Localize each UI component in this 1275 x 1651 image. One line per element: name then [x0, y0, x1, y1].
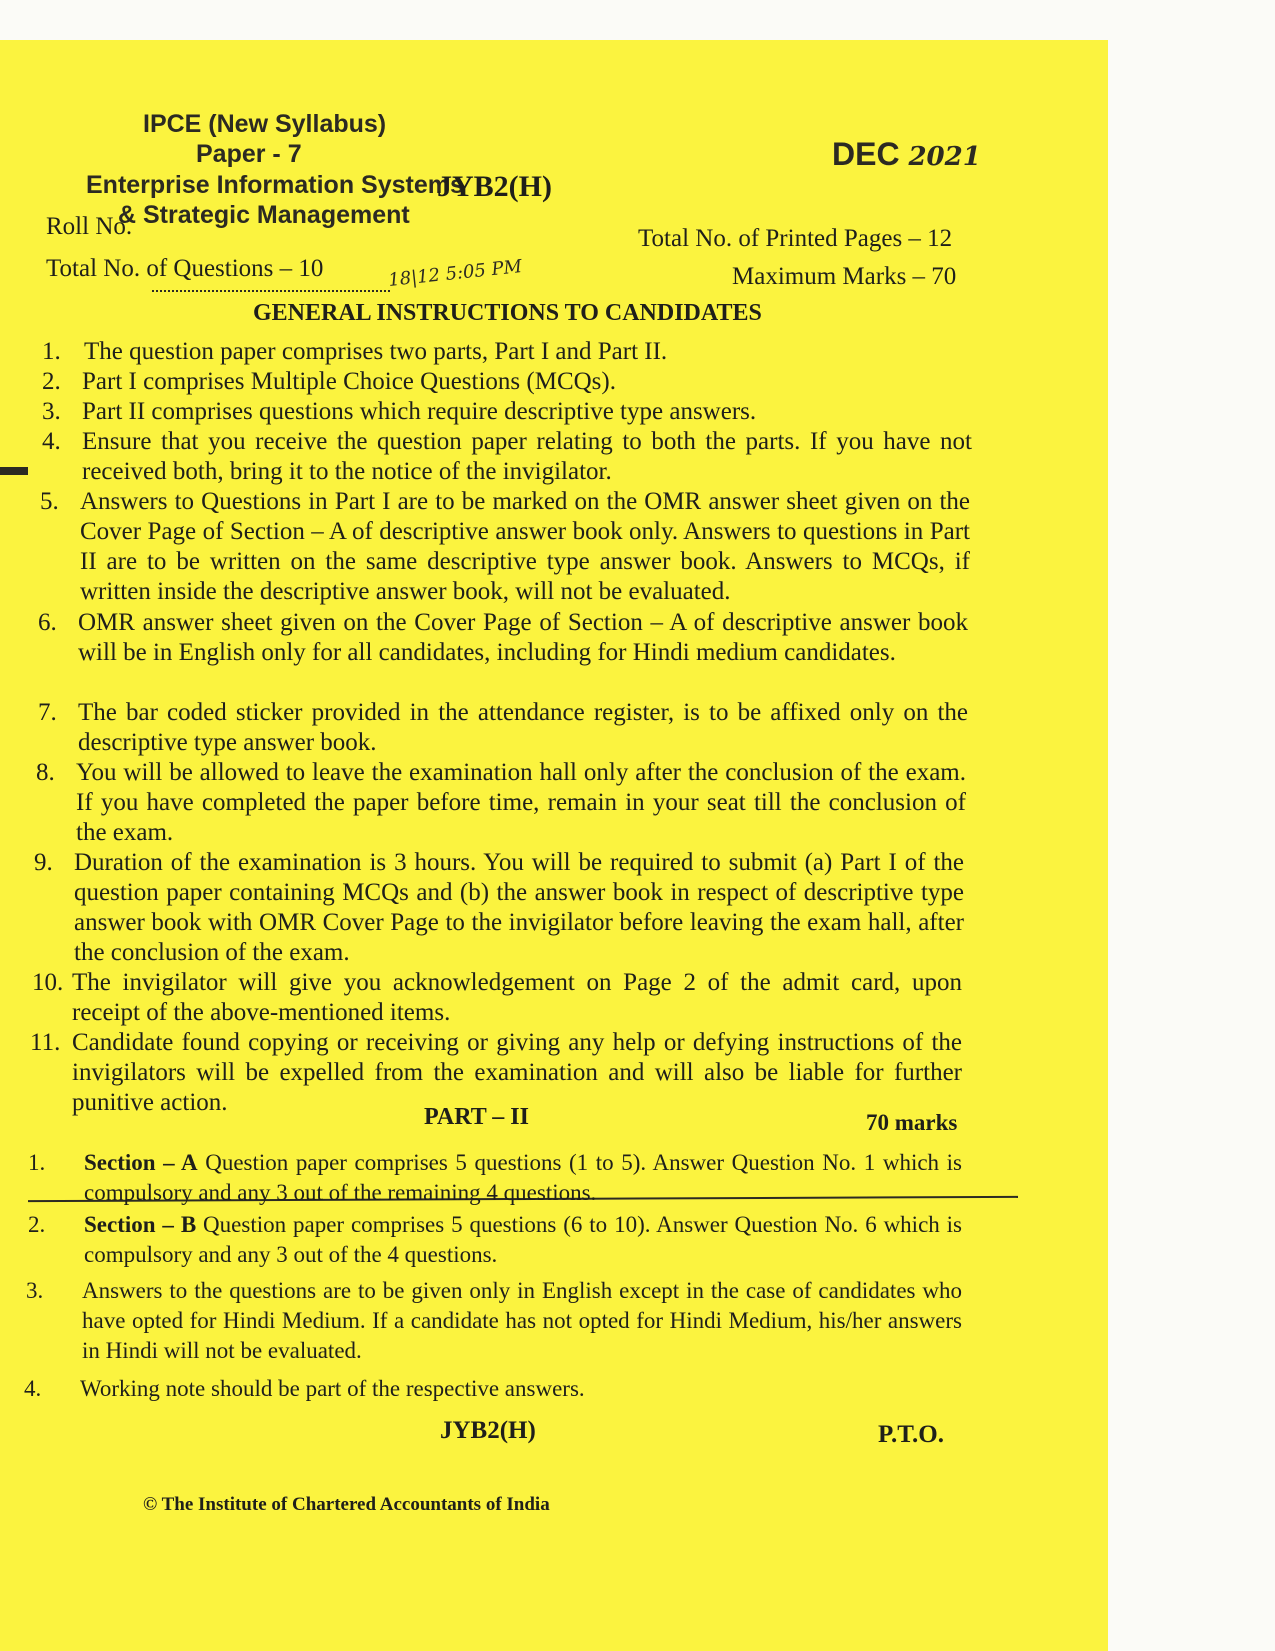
list-item: [28, 1210, 962, 1270]
item-number: 9.: [34, 849, 53, 876]
item-number: 8.: [36, 759, 55, 786]
item-number: 10.: [32, 969, 64, 996]
item-number: 7.: [38, 699, 57, 726]
item-body: Question paper comprises 5 questions (6 to 10). Answer Question No. 6 which is compulsory and any 3 out of the 4 questions.: [84, 1212, 963, 1267]
item-body: Question paper comprises 5 questions (1 to 5). Answer Question No. 1 which is compulsory and any 3 out of the remaining 4 questions.: [84, 1150, 963, 1205]
list-item: [26, 1276, 962, 1366]
list-item: [36, 758, 968, 848]
item-text: You will be allowed to leave the examination hall only after the conclusion of the exam. If you have completed the paper before time, remain in your seat till the conclusion of the exam.: [76, 759, 966, 846]
printed-pages: Total No. of Printed Pages – 12: [638, 225, 953, 252]
item-number: 1.: [28, 1150, 46, 1175]
item-text: Ensure that you receive the question paper relating to both the parts. If you have not received both, bring it to the notice of the invigilator.: [82, 428, 972, 485]
margin-mark: [0, 467, 28, 475]
item-text: Duration of the examination is 3 hours. You will be required to submit (a) Part I of the question paper containing MCQs and (b) the answer book in respect of descriptive type answer book with OMR Cover Page to the invigilator before leaving the exam hall, after the conclusion of the exam.: [74, 849, 964, 966]
list-item: [42, 427, 972, 487]
item-text: Answers to the questions are to be given only in English except in the case of candidates who have opted for Hindi Medium. If a candidate has not opted for Hindi Medium, his/her answers in Hindi will not be evaluated.: [82, 1278, 962, 1363]
item-text: The question paper comprises two parts, Part I and Part II.: [84, 338, 668, 365]
part-two-marks: 70 marks: [866, 1110, 958, 1135]
maximum-marks: Maximum Marks – 70: [732, 263, 957, 290]
item-text: The bar coded sticker provided in the attendance register, is to be affixed only on the descriptive type answer book.: [78, 699, 968, 756]
paper-code: JYB2(H): [437, 170, 552, 203]
general-instructions-title: GENERAL INSTRUCTIONS TO CANDIDATES: [253, 300, 762, 326]
item-number: 6.: [38, 609, 57, 636]
footer-paper-code: JYB2(H): [440, 1417, 536, 1444]
item-text: Part II comprises questions which require descriptive type answers.: [82, 398, 757, 425]
item-text: OMR answer sheet given on the Cover Page of Section – A of descriptive answer book will be in English only for all candidates, including for Hindi medium candidates.: [78, 609, 968, 666]
session-month: DEC: [832, 136, 900, 172]
item-number: 11.: [30, 1029, 61, 1056]
list-item: [38, 608, 970, 698]
section-label: Section – A: [84, 1150, 198, 1175]
list-item: [32, 968, 966, 1028]
section-label: Section – B: [84, 1212, 197, 1237]
item-text: Working note should be part of the respective answers.: [80, 1376, 585, 1401]
item-text: Part I comprises Multiple Choice Questions (MCQs).: [82, 368, 616, 395]
syllabus-stamp-line4: & Strategic Management: [118, 201, 410, 229]
list-item: [28, 1148, 962, 1208]
item-number: 2.: [42, 368, 61, 395]
item-number: 4.: [24, 1376, 42, 1401]
list-item: [40, 487, 972, 607]
pto-label: P.T.O.: [878, 1421, 944, 1448]
item-text: Candidate found copying or receiving or giving any help or defying instructions of the invigilators will be expelled from the examination and will also be liable for further punitive action.: [72, 1029, 962, 1116]
roll-no-label: Roll No.: [46, 213, 133, 240]
syllabus-stamp-line3: Enterprise Information Systems: [86, 171, 464, 199]
roll-no-field: [152, 290, 390, 292]
item-number: 1.: [42, 338, 61, 365]
item-text: [84, 1148, 962, 1208]
total-questions: Total No. of Questions – 10: [46, 255, 324, 282]
item-number: 3.: [26, 1278, 44, 1303]
item-number: 2.: [28, 1212, 46, 1237]
item-number: 5.: [40, 488, 59, 515]
copyright-notice: © The Institute of Chartered Accountants of India: [143, 1494, 550, 1515]
exam-session-stamp: [832, 136, 981, 173]
item-number: 3.: [42, 398, 61, 425]
question-paper-sheet: [0, 40, 1108, 1651]
syllabus-stamp-line1: IPCE (New Syllabus): [143, 110, 387, 138]
item-text: The invigilator will give you acknowledgement on Page 2 of the admit card, upon receipt of the above-mentioned items.: [72, 969, 962, 1026]
part-two-title: PART – II: [424, 1104, 529, 1130]
item-text: Answers to Questions in Part I are to be marked on the OMR answer sheet given on the Cover Page of Section – A of descriptive answer book only. Answers to questions in Part II are to be written on the same descriptive type answer book. Answers to MCQs, if written inside the descriptive answer book, will not be evaluated.: [80, 488, 970, 605]
list-item: [24, 1374, 960, 1404]
handwritten-time-note: 18|12 5:05 PM: [387, 256, 524, 291]
syllabus-stamp-line2: Paper - 7: [196, 140, 302, 168]
item-number: 4.: [42, 428, 61, 455]
session-year: 2021: [908, 142, 981, 172]
item-text: [84, 1210, 962, 1270]
list-item: [38, 698, 970, 758]
list-item: [34, 848, 968, 968]
